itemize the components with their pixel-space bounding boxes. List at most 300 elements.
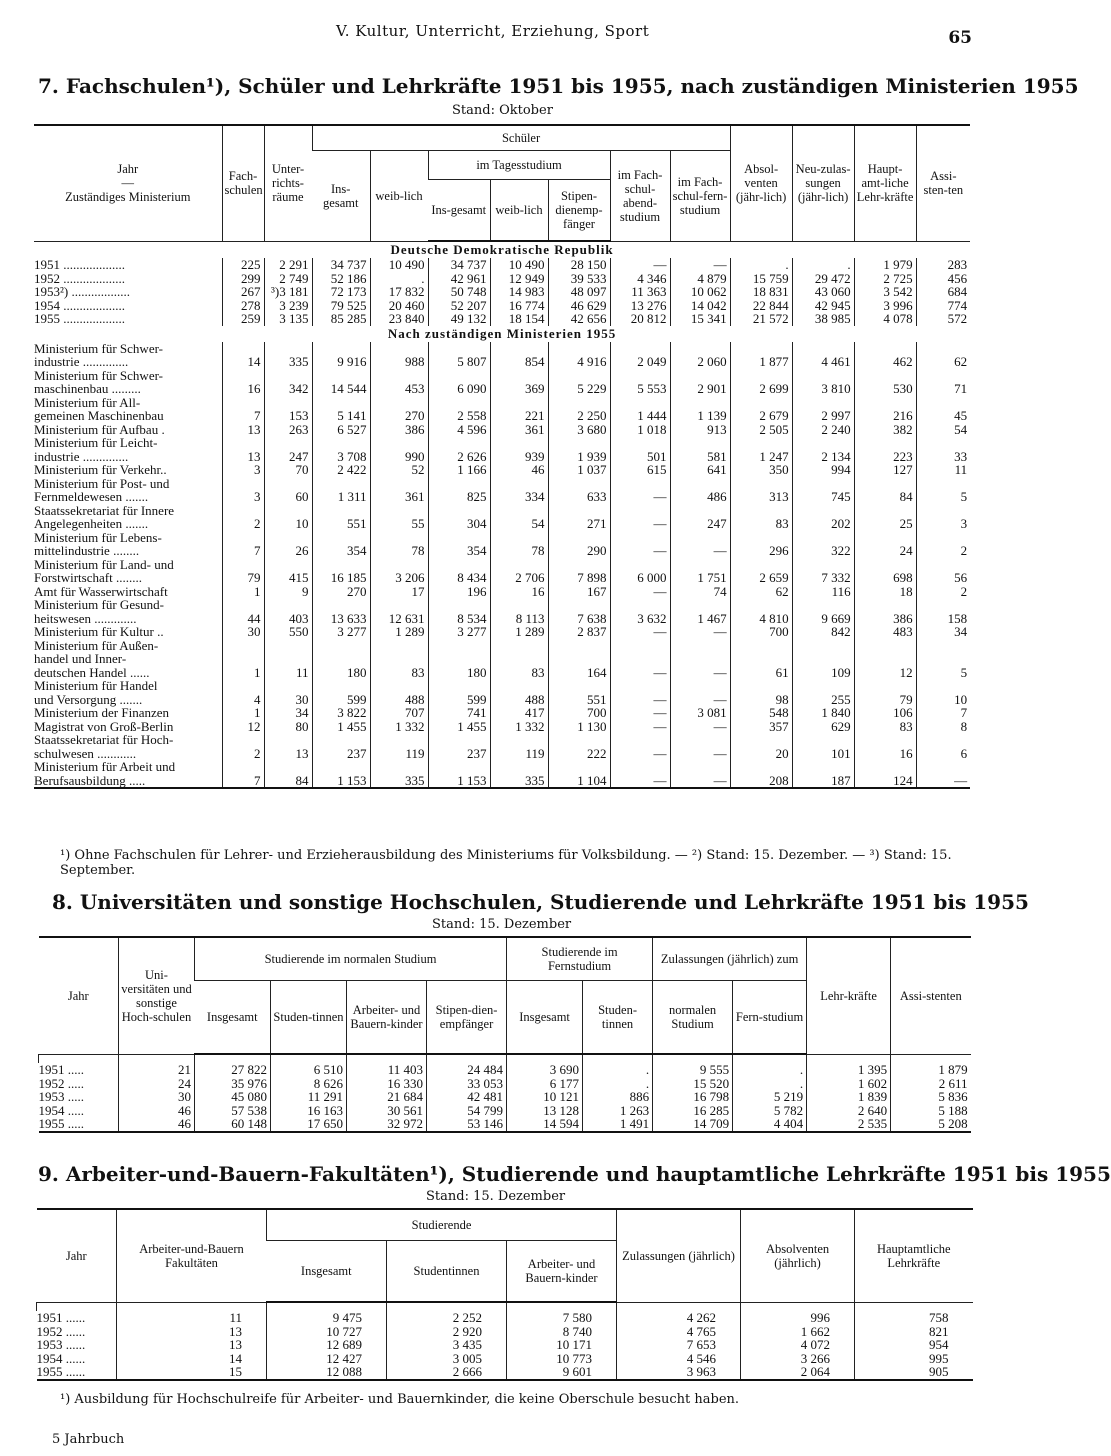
empty-cell [428,733,490,747]
t7-head-year: Jahr — Zuständiges Ministerium [34,125,222,241]
table-cell: 180 [312,666,370,680]
table-cell: 9 669 [792,612,854,626]
table-cell: 17 650 [271,1117,347,1132]
empty-cell [730,396,792,410]
table-cell: 7 580 [507,1311,617,1325]
empty-cell [854,639,916,653]
table-cell: 1 444 [610,409,670,423]
table-cell: — [670,258,730,272]
table-cell: — [610,258,670,272]
table-row-label-line [34,369,970,383]
table-cell: . [733,1077,807,1091]
table-cell: 4 461 [792,355,854,369]
table-cell: 46 [119,1104,195,1118]
row-label: und Versorgung ....... [34,691,143,707]
table-cell: 10 727 [267,1325,387,1339]
table-cell: 8 [916,720,970,734]
empty-cell [370,396,428,410]
table-cell: 488 [490,693,548,707]
empty-cell [610,733,670,747]
table-cell: 1 979 [854,258,916,272]
table-row-label-line [34,558,970,572]
empty-cell [312,558,370,572]
table-row [34,272,970,286]
table-cell: 6 000 [610,571,670,585]
table-cell: 25 [854,517,916,531]
table-cell: 2 997 [792,409,854,423]
table-cell: 283 [916,258,970,272]
table-cell: 11 [117,1311,267,1325]
table-cell: 698 [854,571,916,585]
empty-cell [490,733,548,747]
signature-mark: 5 Jahrbuch [52,1432,125,1447]
table-cell: 633 [548,490,610,504]
table-cell: 1 395 [807,1063,891,1077]
t7-head-fernstudium: im Fach-schul-fern-studium [670,151,730,242]
empty-cell [730,342,792,356]
empty-cell [370,531,428,545]
table-cell: 15 520 [653,1077,733,1091]
row-label: Ministerium für Schwer- [34,367,163,383]
empty-cell [312,733,370,747]
empty-cell [428,760,490,774]
table-cell: 83 [730,517,792,531]
table-cell: 5 807 [428,355,490,369]
table-cell: 2 837 [548,625,610,639]
empty-cell [854,436,916,450]
row-label: Ministerium für Arbeit und [34,759,176,774]
table-cell: 641 [670,463,730,477]
empty-cell [117,1302,267,1311]
table-cell: 4 765 [617,1325,741,1339]
empty-cell [792,679,854,693]
table-cell: 74 [670,585,730,599]
table-cell: 26 [264,544,312,558]
table-row-label-line [34,652,970,666]
empty-cell [428,504,490,518]
table-cell: 4 596 [428,423,490,437]
table-cell: 221 [490,409,548,423]
table-cell: 6 177 [507,1077,583,1091]
empty-cell [312,396,370,410]
table-cell: 2 240 [792,423,854,437]
table-cell: 57 538 [195,1104,271,1118]
empty-cell [370,436,428,450]
table-cell: — [610,693,670,707]
table-cell: 49 132 [428,312,490,326]
empty-cell [548,396,610,410]
table-cell: 335 [490,774,548,789]
table-row [34,382,970,396]
empty-cell [792,598,854,612]
t9-head-fakultaeten: Arbeiter-und-Bauern Fakultäten [117,1209,267,1302]
empty-cell [370,477,428,491]
table-cell: 11 291 [271,1090,347,1104]
table-cell: 16 [222,382,264,396]
empty-cell [792,396,854,410]
row-label: Ministerium für All- [34,394,141,410]
table-cell: 247 [670,517,730,531]
row-label: Ministerium für Gesund- [34,597,164,612]
table-cell: 3 277 [428,625,490,639]
table-row [34,706,970,720]
t8-head-fern: Studierende im Fernstudium [507,937,653,981]
table-cell: 334 [490,490,548,504]
table-cell: 2 706 [490,571,548,585]
row-label: deutschen Handel ...... [34,664,150,680]
table-cell: 10 490 [370,258,428,272]
table-cell: 1 939 [548,450,610,464]
table-row-label-line [34,733,970,747]
table-cell: — [610,747,670,761]
table-cell: 629 [792,720,854,734]
row-label: schulwesen ............ [34,745,137,761]
empty-cell [610,342,670,356]
table-cell: 21 [119,1063,195,1077]
table-cell: 12 631 [370,612,428,626]
table-cell: 2 901 [670,382,730,396]
empty-cell [610,760,670,774]
table-cell: 78 [370,544,428,558]
t7-head-t-insgesamt: Ins-gesamt [428,180,490,242]
empty-cell [792,558,854,572]
row-label: Ministerium für Verkehr.. [34,462,167,477]
table-cell: 2 640 [807,1104,891,1118]
table-cell: 42 481 [427,1090,507,1104]
empty-cell [428,531,490,545]
empty-cell [610,504,670,518]
table-cell: 994 [792,463,854,477]
empty-cell [610,396,670,410]
empty-cell [370,504,428,518]
table-cell: — [670,747,730,761]
table-cell: 42 945 [792,299,854,313]
table-cell: 46 629 [548,299,610,313]
empty-cell [730,369,792,383]
empty-cell [490,531,548,545]
table-cell: 5 219 [733,1090,807,1104]
table-cell: 3 135 [264,312,312,326]
empty-cell [222,531,264,545]
table-cell: 1 332 [490,720,548,734]
table-cell: 5 208 [891,1117,971,1132]
table-cell: 2 252 [387,1311,507,1325]
table-cell: 581 [670,450,730,464]
empty-cell [792,369,854,383]
empty-cell [610,369,670,383]
empty-cell [792,504,854,518]
table-row [37,1352,973,1366]
table-cell: . [792,258,854,272]
table-cell: 8 434 [428,571,490,585]
table-cell: 1 263 [583,1104,653,1118]
empty-cell [264,652,312,666]
table-cell: 164 [548,666,610,680]
table-row [34,747,970,761]
table-cell: 83 [490,666,548,680]
empty-cell [792,639,854,653]
empty-cell [264,504,312,518]
table-cell: 237 [428,747,490,761]
empty-cell [730,598,792,612]
table-cell: 354 [428,544,490,558]
t7-head-raeume: Unter-richts-räume [264,125,312,241]
table-cell: 5 [916,666,970,680]
row-label: 1952 ................... [34,270,125,286]
t7-head-abendstudium: im Fach-schul-abend-studium [610,151,670,242]
table-cell: 278 [222,299,264,313]
table-cell: 28 150 [548,258,610,272]
table-cell: 16 798 [653,1090,733,1104]
empty-cell [490,652,548,666]
t9-head-studentinnen: Studentinnen [387,1241,507,1303]
empty-cell [730,504,792,518]
empty-cell [428,639,490,653]
table-cell: 3 708 [312,450,370,464]
empty-cell [610,639,670,653]
empty-cell [387,1302,507,1311]
table-cell: — [670,625,730,639]
empty-cell [792,342,854,356]
table-cell: 34 737 [428,258,490,272]
table-cell: 13 128 [507,1104,583,1118]
empty-cell [548,477,610,491]
table-cell: 11 403 [347,1063,427,1077]
table-cell: 4 078 [854,312,916,326]
table-cell: 1 311 [312,490,370,504]
empty-cell [916,531,970,545]
table-cell: 11 [916,463,970,477]
table-cell: — [610,517,670,531]
empty-cell [854,477,916,491]
empty-cell [916,342,970,356]
empty-cell [428,342,490,356]
table-row [37,1325,973,1339]
empty-cell [370,342,428,356]
empty-cell [428,369,490,383]
row-label: 1954 ...... [36,1350,86,1366]
empty-cell [670,733,730,747]
table-cell: 14 594 [507,1117,583,1132]
table-cell: 8 113 [490,612,548,626]
running-title: V. Kultur, Unterricht, Erziehung, Sport [336,22,650,40]
empty-cell [854,652,916,666]
t7-head-tagesstudium: im Tagesstudium [428,151,610,180]
table-cell: 54 799 [427,1104,507,1118]
table-cell: 70 [264,463,312,477]
empty-cell [370,598,428,612]
table-cell: 14 [117,1352,267,1366]
t9-head-arbeiterkinder: Arbeiter- und Bauern-kinder [507,1241,617,1303]
t8-head-normal: Studierende im normalen Studium [195,937,507,981]
table-cell: 1 467 [670,612,730,626]
empty-cell [264,477,312,491]
table-cell: 21 572 [730,312,792,326]
empty-cell [490,477,548,491]
empty-cell [222,760,264,774]
table-cell: 3 277 [312,625,370,639]
empty-cell [312,436,370,450]
table-cell: 7 [222,544,264,558]
empty-cell [312,369,370,383]
table-cell: 20 [730,747,792,761]
table-cell: 386 [370,423,428,437]
table-row [34,409,970,423]
table-row [34,625,970,639]
empty-cell [792,477,854,491]
table-cell: 290 [548,544,610,558]
empty-cell [264,436,312,450]
empty-cell [222,436,264,450]
table-cell: 357 [730,720,792,734]
table-cell: 1 153 [312,774,370,789]
table-cell: 45 080 [195,1090,271,1104]
table-cell: 12 088 [267,1365,387,1380]
table-row [39,1104,971,1118]
table-cell: 599 [428,693,490,707]
t8-head-zulassungen: Zulassungen (jährlich) zum [653,937,807,981]
table-cell: 350 [730,463,792,477]
table-cell: 263 [264,423,312,437]
row-label: Ministerium für Leicht- [34,435,158,450]
table-cell: 548 [730,706,792,720]
table-cell: 2 611 [891,1077,971,1091]
t7-head-weiblich: weib-lich [370,151,428,242]
table-cell: 369 [490,382,548,396]
table-cell: 299 [222,272,264,286]
row-label: mittelindustrie ........ [34,543,140,558]
table-row [34,463,970,477]
table-cell: 2 422 [312,463,370,477]
t8-head-year: Jahr [39,937,119,1054]
table-row [34,450,970,464]
table-cell: 700 [548,706,610,720]
table-cell: 774 [916,299,970,313]
empty-cell [222,652,264,666]
row-label: 1955 ..... [39,1117,119,1132]
table8-stand: Stand: 15. Dezember [432,917,572,932]
table-cell: 4 546 [617,1352,741,1366]
empty-cell [222,369,264,383]
table-row [34,612,970,626]
table-cell: 158 [916,612,970,626]
table-row [34,258,970,272]
empty-cell [312,504,370,518]
table-cell: 3 005 [387,1352,507,1366]
empty-cell [370,733,428,747]
table-cell: — [610,544,670,558]
empty-cell [916,477,970,491]
empty-cell [548,436,610,450]
empty-cell [792,436,854,450]
table-cell: 78 [490,544,548,558]
empty-cell [730,652,792,666]
empty-cell [548,679,610,693]
table-row [34,490,970,504]
table-cell: 55 [370,517,428,531]
empty-cell [916,558,970,572]
empty-cell [222,558,264,572]
empty-cell [610,477,670,491]
table-cell: 270 [370,409,428,423]
empty-cell [854,369,916,383]
empty-cell [370,679,428,693]
table-cell: 313 [730,490,792,504]
table-cell: 3 206 [370,571,428,585]
table-cell: 24 [854,544,916,558]
table-cell: — [670,774,730,789]
empty-cell [916,598,970,612]
t7-head-t-weiblich: weib-lich [490,180,548,242]
t8-head-lehrkraefte: Lehr-kräfte [807,937,891,1054]
empty-cell [730,639,792,653]
table-cell: 54 [490,517,548,531]
empty-cell [264,396,312,410]
row-label: 1951 ..... [38,1062,84,1077]
empty-cell [370,639,428,653]
table-cell: 488 [370,693,428,707]
table-cell: 14 042 [670,299,730,313]
t7-section-ddr [34,241,970,258]
table-row-label-line [34,342,970,356]
table-cell: 255 [792,693,854,707]
row-label: 1953 ...... [36,1337,86,1352]
table-cell: 60 [264,490,312,504]
table-row [34,299,970,313]
table-row-label-line [34,396,970,410]
empty-cell [916,369,970,383]
table-cell: 599 [312,693,370,707]
row-label: 1951 ...... [36,1310,86,1325]
table-cell: 12 689 [267,1338,387,1352]
row-label: Fernmeldewesen ....... [34,489,149,504]
empty-cell [610,558,670,572]
table-cell: 44 [222,612,264,626]
table-row-label-line [34,679,970,693]
t7-head-schueler: Schüler [312,125,730,151]
empty-cell [264,342,312,356]
empty-cell [222,504,264,518]
table-cell: 1 247 [730,450,792,464]
table-cell: 259 [222,312,264,326]
table-cell: 7 [916,706,970,720]
empty-cell [730,531,792,545]
empty-cell [730,558,792,572]
empty-cell [312,342,370,356]
empty-cell [312,639,370,653]
table9-footnote: ¹) Ausbildung für Hochschulreife für Arbeiter- und Bauernkinder, die keine Oberschule besucht haben. [60,1392,740,1407]
table-cell: 1 662 [741,1325,855,1339]
empty-cell [428,598,490,612]
table-cell: 13 [222,423,264,437]
table-row-label-line [34,760,970,774]
table-cell: 116 [792,585,854,599]
empty-cell [610,531,670,545]
empty-cell [548,531,610,545]
t9-head-year: Jahr [37,1209,117,1302]
row-label: 1955 ................... [34,311,125,326]
table-cell: 453 [370,382,428,396]
table-cell: 43 060 [792,285,854,299]
table-cell: 684 [916,285,970,299]
table-cell: 7 653 [617,1338,741,1352]
row-label: Ministerium für Kultur .. [34,624,164,639]
table-row-label-line [34,504,970,518]
empty-cell [428,679,490,693]
t7-head-absolventen: Absol-venten (jähr-lich) [730,125,792,241]
table-cell: 3 435 [387,1338,507,1352]
table-cell: 101 [792,747,854,761]
